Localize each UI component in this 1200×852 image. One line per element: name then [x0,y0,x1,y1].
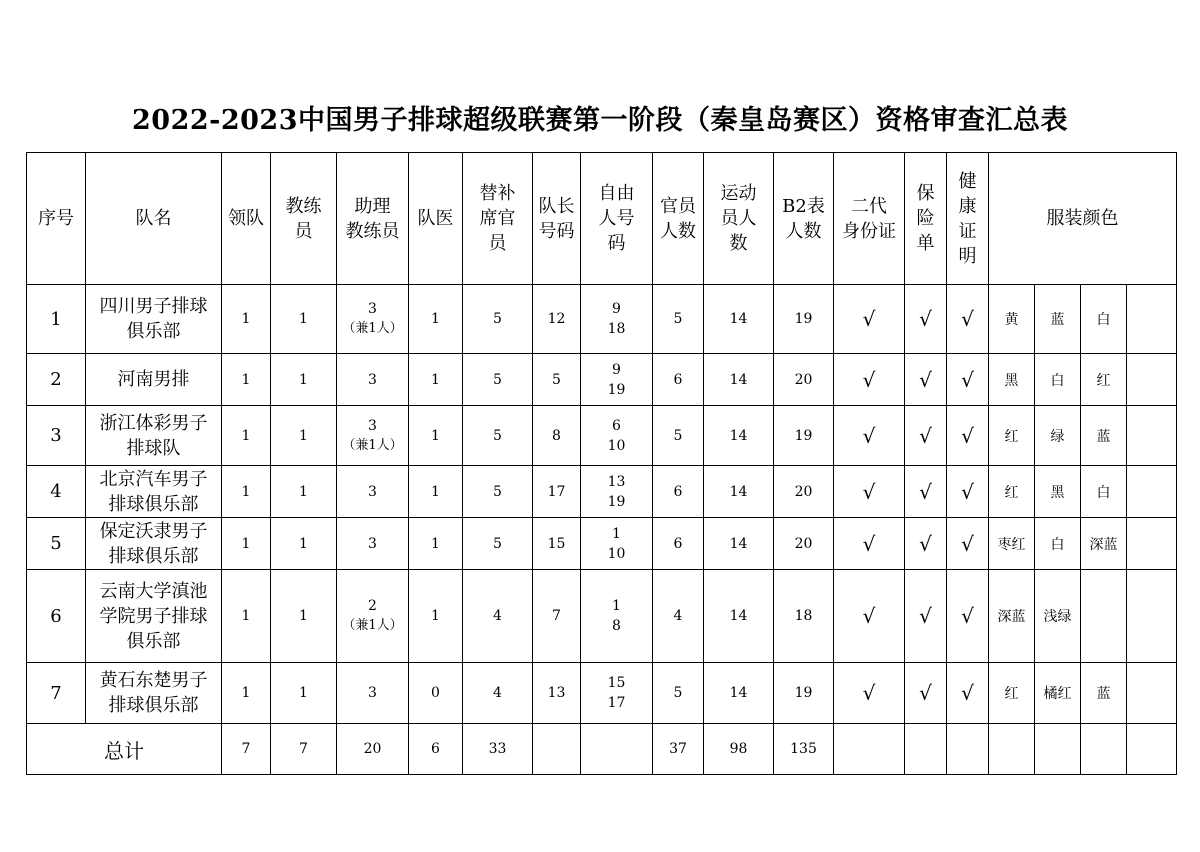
row-no: 3 [27,406,86,466]
uniform-color: 白 [1035,354,1081,406]
assistant-count [337,518,409,570]
header-assistant-l2: 教练员 [345,220,400,242]
team-name-line: 排球俱乐部 [108,493,199,515]
team-name [86,406,222,466]
b2-count: 20 [774,354,834,406]
header-b2 [774,153,834,285]
uniform-color [1127,570,1177,663]
header-libero-l3: 码 [607,233,626,254]
header-athletes-l3: 数 [729,233,748,254]
bench-count: 5 [463,406,533,466]
coach-count: 1 [271,570,337,663]
header-libero-l1: 自由 [598,183,635,204]
uniform-color: 白 [1035,518,1081,570]
b2-count: 18 [774,570,834,663]
header-idcard [834,153,905,285]
header-health [947,153,989,285]
libero-numbers [581,466,653,518]
captain-number: 5 [533,354,581,406]
team-name [86,285,222,354]
libero-numbers [581,285,653,354]
libero-number: 1 [612,598,621,614]
libero-number: 18 [607,321,626,337]
total-leader: 7 [222,724,271,775]
header-coach-l2: 员 [294,220,313,242]
team-name-line: 黄石东楚男子 [99,670,208,691]
team-name-line: 排球俱乐部 [108,545,199,567]
libero-number: 13 [607,473,626,490]
team-name-line: 排球队 [126,437,181,459]
uniform-color: 蓝 [1035,285,1081,354]
libero-number: 17 [607,695,626,711]
team-name-line: 河南男排 [117,369,190,390]
table-row [27,518,1177,570]
libero-numbers [581,570,653,663]
total-assistant: 20 [337,724,409,775]
uniform-color: 黄 [989,285,1035,354]
total-officials: 37 [653,724,704,775]
header-health-l4: 明 [958,245,977,267]
officials-count: 6 [653,354,704,406]
doctor-count: 0 [409,663,463,724]
team-name [86,518,222,570]
total-bench: 33 [463,724,533,775]
uniform-color: 白 [1081,466,1127,518]
team-name-line: 排球俱乐部 [108,695,199,716]
row-no: 7 [27,663,86,724]
libero-numbers [581,354,653,406]
header-uniform: 服装颜色 [989,153,1177,285]
header-assistant-l1: 助理 [354,195,391,217]
total-uniform-color [989,724,1035,775]
bench-count: 5 [463,354,533,406]
athletes-count: 14 [704,518,774,570]
assistant-count [337,354,409,406]
team-name-line: 保定沃隶男子 [99,520,208,542]
libero-number: 19 [607,493,626,510]
libero-number: 19 [607,381,626,398]
health-check-icon: √ [947,285,989,354]
leader-count: 1 [222,285,271,354]
bench-count: 4 [463,663,533,724]
total-uniform-color [1035,724,1081,775]
idcard-check-icon: √ [834,354,905,406]
leader-count: 1 [222,570,271,663]
header-assistant [337,153,409,285]
header-idcard-l2: 身份证 [842,220,896,242]
b2-count: 20 [774,466,834,518]
athletes-count: 14 [704,466,774,518]
assistant-count [337,570,409,663]
leader-count: 1 [222,663,271,724]
libero-number: 6 [612,417,621,434]
table-row [27,570,1177,663]
header-coach [271,153,337,285]
header-insurance-l1: 保 [916,183,935,204]
header-captain-l1: 队长 [538,195,575,217]
header-athletes [704,153,774,285]
row-no: 2 [27,354,86,406]
captain-number: 13 [533,663,581,724]
total-uniform-color [1127,724,1177,775]
b2-count: 19 [774,406,834,466]
row-no: 5 [27,518,86,570]
team-name-line: 北京汽车男子 [99,468,208,490]
table-row [27,285,1177,354]
uniform-color: 深蓝 [989,570,1035,663]
doctor-count: 1 [409,285,463,354]
idcard-check-icon: √ [834,518,905,570]
header-b2-l1: B2表 [782,195,825,217]
coach-count: 1 [271,466,337,518]
total-b2: 135 [774,724,834,775]
insurance-check-icon: √ [905,518,947,570]
idcard-check-icon: √ [834,663,905,724]
table-row [27,663,1177,724]
assistant-value: 3 [368,685,377,701]
row-no: 6 [27,570,86,663]
health-check-icon: √ [947,518,989,570]
table-row [27,466,1177,518]
team-name-line: 云南大学滇池 [99,580,208,602]
uniform-color: 白 [1081,285,1127,354]
uniform-color [1127,663,1177,724]
header-insurance-l3: 单 [916,233,935,254]
athletes-count: 14 [704,406,774,466]
header-leader: 领队 [222,153,271,285]
assistant-note: （兼1人） [342,618,403,633]
coach-count: 1 [271,354,337,406]
total-insurance [905,724,947,775]
leader-count: 1 [222,406,271,466]
libero-numbers [581,406,653,466]
doctor-count: 1 [409,570,463,663]
captain-number: 7 [533,570,581,663]
coach-count: 1 [271,406,337,466]
assistant-count [337,406,409,466]
assistant-count [337,663,409,724]
health-check-icon: √ [947,466,989,518]
header-officials-l1: 官员 [660,195,696,217]
header-bench-l2: 席官 [479,208,516,229]
captain-number: 8 [533,406,581,466]
total-health [947,724,989,775]
leader-count: 1 [222,466,271,518]
header-health-l1: 健 [958,170,977,192]
bench-count: 5 [463,285,533,354]
athletes-count: 14 [704,570,774,663]
b2-count: 19 [774,285,834,354]
header-bench-l1: 替补 [479,183,516,204]
doctor-count: 1 [409,518,463,570]
total-uniform-color [1081,724,1127,775]
libero-number: 8 [612,618,621,634]
uniform-color: 浅绿 [1035,570,1081,663]
officials-count: 5 [653,406,704,466]
total-idcard [834,724,905,775]
b2-count: 19 [774,663,834,724]
team-name [86,354,222,406]
idcard-check-icon: √ [834,466,905,518]
team-name-line: 俱乐部 [126,321,181,342]
assistant-count [337,285,409,354]
assistant-count [337,466,409,518]
bench-count: 4 [463,570,533,663]
team-name [86,663,222,724]
uniform-color [1081,570,1127,663]
team-name-line: 学院男子排球 [99,605,208,627]
header-captain [533,153,581,285]
idcard-check-icon: √ [834,285,905,354]
assistant-note: （兼1人） [342,321,403,336]
header-officials [653,153,704,285]
officials-count: 5 [653,285,704,354]
officials-count: 4 [653,570,704,663]
health-check-icon: √ [947,406,989,466]
header-libero-l2: 人号 [598,208,635,229]
insurance-check-icon: √ [905,354,947,406]
header-athletes-l1: 运动 [720,183,757,204]
doctor-count: 1 [409,406,463,466]
doctor-count: 1 [409,466,463,518]
uniform-color: 蓝 [1081,406,1127,466]
team-name-line: 四川男子排球 [99,296,208,317]
header-athletes-l2: 员人 [720,208,757,229]
total-coach: 7 [271,724,337,775]
uniform-color: 红 [1081,354,1127,406]
header-bench [463,153,533,285]
assistant-value: 3 [368,535,377,552]
uniform-color [1127,406,1177,466]
libero-number: 10 [607,545,626,562]
team-name-line: 浙江体彩男子 [99,412,208,434]
b2-count: 20 [774,518,834,570]
captain-number: 17 [533,466,581,518]
insurance-check-icon: √ [905,570,947,663]
officials-count: 6 [653,466,704,518]
coach-count: 1 [271,518,337,570]
libero-number: 1 [612,525,621,542]
header-insurance-l2: 险 [916,208,935,229]
team-name [86,466,222,518]
header-row [27,153,1177,285]
team-name [86,570,222,663]
health-check-icon: √ [947,570,989,663]
captain-number: 15 [533,518,581,570]
idcard-check-icon: √ [834,406,905,466]
qualification-summary-table [26,152,1177,775]
header-idcard-l1: 二代 [851,195,887,217]
uniform-color [1127,466,1177,518]
uniform-color: 黑 [989,354,1035,406]
assistant-value: 3 [368,301,377,317]
officials-count: 5 [653,663,704,724]
total-athletes: 98 [704,724,774,775]
uniform-color: 红 [989,466,1035,518]
libero-number: 9 [612,361,621,378]
officials-count: 6 [653,518,704,570]
uniform-color: 红 [989,406,1035,466]
coach-count: 1 [271,663,337,724]
header-health-l2: 康 [958,195,977,217]
coach-count: 1 [271,285,337,354]
assistant-value: 2 [368,598,377,614]
total-doctor: 6 [409,724,463,775]
insurance-check-icon: √ [905,663,947,724]
athletes-count: 14 [704,663,774,724]
total-row [27,724,1177,775]
table-row [27,406,1177,466]
team-name-line: 俱乐部 [126,630,181,652]
uniform-color: 橘红 [1035,663,1081,724]
assistant-value: 3 [368,371,377,388]
header-insurance [905,153,947,285]
libero-number: 9 [612,301,621,317]
uniform-color [1127,285,1177,354]
assistant-note: （兼1人） [342,437,403,453]
athletes-count: 14 [704,354,774,406]
insurance-check-icon: √ [905,285,947,354]
leader-count: 1 [222,518,271,570]
health-check-icon: √ [947,354,989,406]
total-label: 总计 [27,724,222,775]
header-doctor: 队医 [409,153,463,285]
row-no: 1 [27,285,86,354]
total-libero [581,724,653,775]
header-bench-l3: 员 [488,233,507,254]
bench-count: 5 [463,466,533,518]
uniform-color: 枣红 [989,518,1035,570]
header-coach-l1: 教练 [285,195,322,217]
libero-numbers [581,663,653,724]
assistant-value: 3 [368,417,377,434]
athletes-count: 14 [704,285,774,354]
idcard-check-icon: √ [834,570,905,663]
uniform-color: 蓝 [1081,663,1127,724]
header-no: 序号 [27,153,86,285]
uniform-color: 黑 [1035,466,1081,518]
header-captain-l2: 号码 [538,220,575,242]
header-b2-l2: 人数 [785,220,822,242]
leader-count: 1 [222,354,271,406]
insurance-check-icon: √ [905,466,947,518]
libero-numbers [581,518,653,570]
header-officials-l2: 人数 [660,220,696,242]
header-health-l3: 证 [958,220,977,242]
uniform-color: 绿 [1035,406,1081,466]
bench-count: 5 [463,518,533,570]
captain-number: 12 [533,285,581,354]
table-row [27,354,1177,406]
libero-number: 15 [607,675,626,691]
uniform-color [1127,354,1177,406]
uniform-color [1127,518,1177,570]
health-check-icon: √ [947,663,989,724]
insurance-check-icon: √ [905,406,947,466]
uniform-color: 深蓝 [1081,518,1127,570]
row-no: 4 [27,466,86,518]
libero-number: 10 [607,437,626,454]
total-captain [533,724,581,775]
header-libero [581,153,653,285]
page-title: 2022-2023中国男子排球超级联赛第一阶段（秦皇岛赛区）资格审查汇总表 [132,105,1068,136]
uniform-color: 红 [989,663,1035,724]
doctor-count: 1 [409,354,463,406]
assistant-value: 3 [368,483,377,500]
header-team: 队名 [86,153,222,285]
